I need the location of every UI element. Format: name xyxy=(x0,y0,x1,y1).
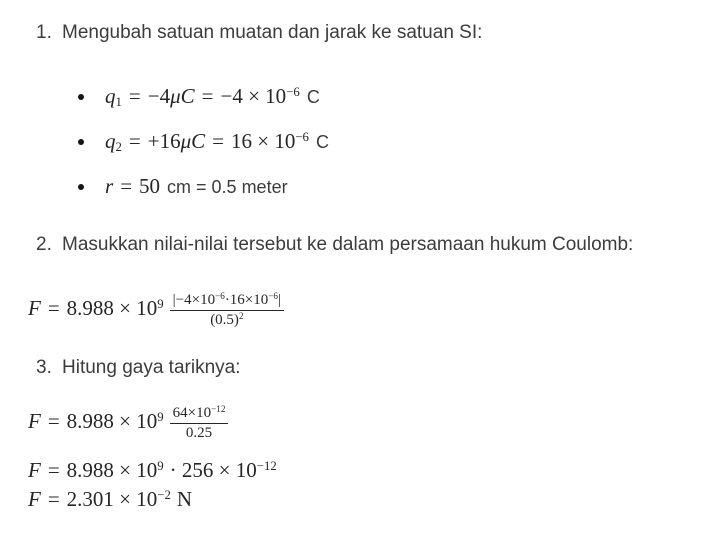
bullet-icon xyxy=(78,184,84,190)
list-item-charge2 xyxy=(78,129,329,154)
micro-coulomb-unit: μC xyxy=(170,84,195,108)
fraction-denominator xyxy=(170,310,284,329)
coulomb-unit: C xyxy=(315,132,329,152)
numerator-exponent1: −6 xyxy=(215,290,225,301)
fraction xyxy=(170,292,284,329)
denominator-base: (0.5) xyxy=(210,311,239,328)
math-exponent: −6 xyxy=(286,84,300,99)
math-subscript: 1 xyxy=(115,95,122,110)
math-value: 16 × 10 xyxy=(231,129,296,153)
charge1-expression xyxy=(105,84,320,109)
equals-sign: = xyxy=(201,84,214,108)
absolute-value-bar: | xyxy=(278,292,282,308)
step-number: 1. xyxy=(36,22,52,43)
coulomb-equation xyxy=(28,292,284,329)
coefficient: 8.988 × 10 xyxy=(66,296,158,321)
step-item-1 xyxy=(36,22,482,45)
step-label: Mengubah satuan muatan dan jarak ke satuan SI: xyxy=(62,22,483,43)
micro-coulomb-unit: μC xyxy=(180,129,206,153)
equals-sign: = xyxy=(212,129,224,153)
math-variable: q xyxy=(105,84,116,108)
multiplied-equation xyxy=(28,458,277,483)
step-label: Hitung gaya tariknya: xyxy=(62,357,241,378)
equals-sign: = xyxy=(47,296,60,321)
distance-unit-conversion: cm = 0.5 meter xyxy=(167,177,288,197)
product-term: · 256 × 10 xyxy=(169,458,257,482)
force-variable: F xyxy=(28,409,41,434)
coefficient-exponent: 9 xyxy=(157,297,164,312)
math-subscript: 2 xyxy=(115,140,122,155)
charge2-expression xyxy=(105,129,329,154)
math-value: −4 xyxy=(147,84,171,108)
step-item-3 xyxy=(36,357,241,380)
equals-sign: = xyxy=(128,129,141,153)
math-variable: q xyxy=(105,129,116,153)
equals-sign: = xyxy=(120,174,133,198)
coefficient: 8.988 × 10 xyxy=(66,409,158,434)
force-variable: F xyxy=(28,458,41,482)
numerator-term1: |−4×10 xyxy=(172,292,216,308)
denominator-value: 0.25 xyxy=(185,424,213,441)
substituted-equation xyxy=(28,405,228,442)
math-exponent: −6 xyxy=(295,129,309,144)
fraction-numerator xyxy=(170,292,284,310)
numerator-exponent: −12 xyxy=(211,403,226,414)
step-item-2 xyxy=(36,234,633,257)
fraction xyxy=(170,405,229,442)
equals-sign: = xyxy=(128,84,141,108)
newton-unit: N xyxy=(176,487,193,511)
bullet-icon xyxy=(78,139,84,145)
denominator-exponent: 2 xyxy=(238,310,244,321)
coefficient: 8.988 × 10 xyxy=(66,458,158,482)
product-exponent: −12 xyxy=(256,458,277,473)
step-label: Masukkan nilai-nilai tersebut ke dalam persamaan hukum Coulomb: xyxy=(62,234,634,255)
force-variable: F xyxy=(28,296,41,321)
equals-sign: = xyxy=(47,409,60,434)
equals-sign: = xyxy=(47,487,60,511)
distance-expression xyxy=(105,174,288,199)
numerator-term: 64×10 xyxy=(172,405,212,421)
step-number: 3. xyxy=(36,357,52,378)
fraction-denominator xyxy=(170,423,229,442)
bullet-icon xyxy=(78,94,84,100)
coulomb-unit: C xyxy=(306,87,320,107)
coefficient-exponent: 9 xyxy=(157,410,164,425)
equals-sign: = xyxy=(47,458,60,482)
result-value: 2.301 × 10 xyxy=(66,487,158,511)
math-variable: r xyxy=(105,174,114,198)
fraction-numerator xyxy=(170,405,229,423)
list-item-charge1 xyxy=(78,84,320,109)
numerator-term2: ·16×10 xyxy=(224,292,269,308)
numerator-exponent2: −6 xyxy=(268,290,278,301)
math-value: +16 xyxy=(147,129,181,153)
math-value: 50 xyxy=(139,174,161,198)
result-exponent: −2 xyxy=(157,487,171,502)
coefficient-exponent: 9 xyxy=(157,458,164,473)
step-number: 2. xyxy=(36,234,52,255)
force-variable: F xyxy=(28,487,41,511)
math-value: −4 × 10 xyxy=(220,84,287,108)
result-equation xyxy=(28,487,192,512)
list-item-distance xyxy=(78,174,288,199)
